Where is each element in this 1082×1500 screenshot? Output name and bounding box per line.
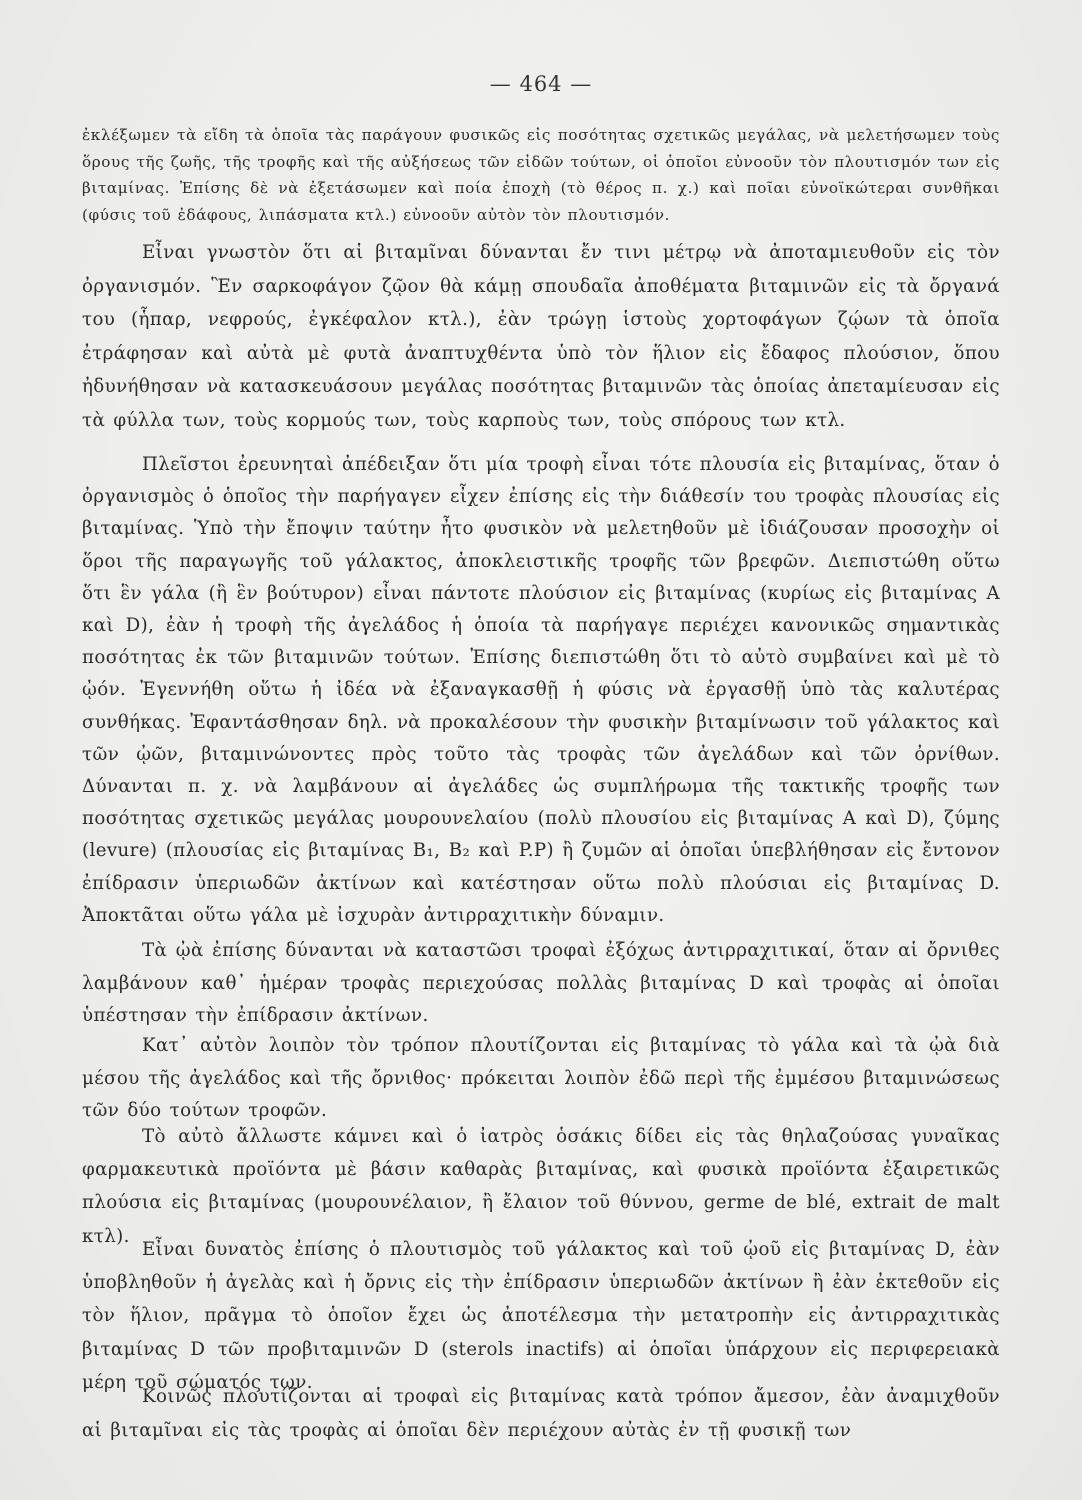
paragraph-3: Πλεῖστοι ἐρευνηταὶ ἀπέδειξαν ὅτι μία τροφὴ εἶναι τότε πλουσία εἰς βιταμίνας, ὅταν ὁ ὀργανισμὸς ὁ ὁποῖος τὴν παρήγαγεν εἶχεν ἐπίσης εἰς τὴν διάθεσίν του τροφὰς πλουσίας εἰς βιταμίνας. Ὑπὸ τὴν ἔποψιν ταύτην ἦτο φυσικὸν νὰ μελετηθοῦν μὲ ἰδιάζουσαν προσοχὴν οἱ ὅροι τῆς παραγωγῆς τοῦ γάλακτος, ἀποκλειστικῆς τροφῆς τῶν βρεφῶν. Διεπιστώθη οὕτω ὅτι ἓν γάλα (ἢ ἓν βούτυρον) εἶναι πάντοτε πλούσιον εἰς βιταμίνας (κυρίως εἰς βιταμίνας A καὶ D), ἐὰν ἡ τροφὴ τῆς ἀγελάδος ἡ ὁποία τὰ παρήγαγε περιέχει κανονικῶς σημαντικὰς ποσότητας ἐκ τῶν βιταμινῶν τούτων. Ἐπίσης διεπιστώθη ὅτι τὸ αὐτὸ συμβαίνει καὶ μὲ τὸ ᾠόν. Ἐγεννήθη οὕτω ἡ ἰδέα νὰ ἐξαναγκασθῇ ἡ φύσις νὰ ἐργασθῇ ὑπὸ τὰς καλυτέρας συνθήκας. Ἐφαντάσθησαν δηλ. νὰ προκαλέσουν τὴν φυσικὴν βιταμίνωσιν τοῦ γάλακτος καὶ τῶν ᾠῶν, βιταμινώνοντες πρὸς τοῦτο τὰς τροφὰς τῶν ἀγελάδων καὶ τῶν ὀρνίθων. Δύνανται π. χ. νὰ λαμβάνουν αἱ ἀγελάδες ὡς συμπλήρωμα τῆς τακτικῆς τροφῆς των ποσότητας σχετικῶς μεγάλας μουρουνελαίου (πολὺ πλουσίου εἰς βιταμίνας A καὶ D), ζύμης (levure) (πλουσίας εἰς βιταμίνας B₁, B₂ καὶ P.P) ἢ ζυμῶν αἱ ὁποῖαι ὑπεβλήθησαν εἰς ἔντονον ἐπίδρασιν ὑπεριωδῶν ἀκτίνων καὶ κατέστησαν οὕτω πολὺ πλούσιαι εἰς βιταμίνας D. Ἀποκτᾶται οὕτω γάλα μὲ ἰσχυρὰν ἀντιρραχιτικὴν δύναμιν.: [82, 454, 1000, 926]
paragraph-2: Εἶναι γνωστὸν ὅτι αἱ βιταμῖναι δύνανται ἔν τινι μέτρῳ νὰ ἀποταμιευθοῦν εἰς τὸν ὀργανισμόν. Ἓν σαρκοφάγον ζῷον θὰ κάμῃ σπουδαῖα ἀποθέματα βιταμινῶν εἰς τὰ ὄργανά του (ἧπαρ, νεφρούς, ἐγκέφαλον κτλ.), ἐὰν τρώγῃ ἱστοὺς χορτοφάγων ζῴων τὰ ὁποῖα ἐτράφησαν καὶ αὐτὰ μὲ φυτὰ ἀναπτυχθέντα ὑπὸ τὸν ἥλιον εἰς ἔδαφος πλούσιον, ὅπου ἠδυνήθησαν νὰ κατασκευάσουν μεγάλας ποσότητας βιταμινῶν τὰς ὁποίας ἀπεταμίευσαν εἰς τὰ φύλλα των, τοὺς κορμούς των, τοὺς καρποὺς των, τοὺς σπόρους των κτλ.: [82, 242, 1000, 431]
paragraph-5: Κατ᾽ αὐτὸν λοιπὸν τὸν τρόπον πλουτίζονται εἰς βιταμίνας τὸ γάλα καὶ τὰ ᾠὰ διὰ μέσου τῆς ἀγελάδος καὶ τῆς ὄρνιθος· πρόκειται λοιπὸν ἐδῶ περὶ τῆς ἐμμέσου βιταμινώσεως τῶν δύο τούτων τροφῶν.: [82, 1035, 1000, 1121]
paragraph-6: Τὸ αὐτὸ ἄλλωστε κάμνει καὶ ὁ ἰατρὸς ὁσάκις δίδει εἰς τὰς θηλαζούσας γυναῖκας φαρμακευτικὰ προϊόντα μὲ βάσιν καθαρὰς βιταμίνας, καὶ φυσικὰ προϊόντα ἐξαιρετικῶς πλούσια εἰς βιταμίνας (μουρουνέλαιον, ἢ ἔλαιον τοῦ θύννου, germe de blé, extrait de malt κτλ).: [82, 1126, 1000, 1247]
page-number: — 464 —: [489, 72, 593, 96]
paragraph-8: Κοινῶς πλουτίζονται αἱ τροφαὶ εἰς βιταμίνας κατὰ τρόπον ἄμεσον, ἐὰν ἀναμιχθοῦν αἱ βιταμῖναι εἰς τὰς τροφὰς αἱ ὁποῖαι δὲν περιέχουν αὐτὰς ἐν τῇ φυσικῇ των: [82, 1386, 1000, 1441]
paragraph-1: ἐκλέξωμεν τὰ εἴδη τὰ ὁποῖα τὰς παράγουν φυσικῶς εἰς ποσότητας σχετικῶς μεγάλας, νὰ μελετήσωμεν τοὺς ὅρους τῆς ζωῆς, τῆς τροφῆς καὶ τῆς αὐξήσεως τῶν εἰδῶν τούτων, οἱ ὁποῖοι εὐνοοῦν τὸν πλουτισμόν των εἰς βιταμίνας. Ἐπίσης δὲ νὰ ἐξετάσωμεν καὶ ποία ἐποχὴ (τὸ θέρος π. χ.) καὶ ποῖαι εὐνοϊκώτεραι συνθῆκαι (φύσις τοῦ ἐδάφους, λιπάσματα κτλ.) εὐνοοῦν αὐτὸν τὸν πλουτισμόν.: [82, 126, 1000, 224]
paragraph-4: Τὰ ᾠὰ ἐπίσης δύνανται νὰ καταστῶσι τροφαὶ ἐξόχως ἀντιρραχιτικαί, ὅταν αἱ ὄρνιθες λαμβάνουν καθ᾽ ἡμέραν τροφὰς περιεχούσας πολλὰς βιταμίνας D καὶ τροφὰς αἱ ὁποῖαι ὑπέστησαν τὴν ἐπίδρασιν ἀκτίνων.: [82, 940, 1000, 1026]
paragraph-7: Εἶναι δυνατὸς ἐπίσης ὁ πλουτισμὸς τοῦ γάλακτος καὶ τοῦ ᾠοῦ εἰς βιταμίνας D, ἐὰν ὑποβληθοῦν ἡ ἀγελὰς καὶ ἡ ὄρνις εἰς τὴν ἐπίδρασιν ὑπεριωδῶν ἀκτίνων ἢ ἐὰν ἐκτεθοῦν εἰς τὸν ἥλιον, πρᾶγμα τὸ ὁποῖον ἔχει ὡς ἀποτέλεσμα τὴν μετατροπὴν εἰς ἀντιρραχιτικὰς βιταμίνας D τῶν προβιταμινῶν D (sterols inactifs) αἱ ὁποῖαι ὑπάρχουν εἰς περιφερειακὰ μέρη τοῦ σώματός των.: [82, 1239, 1000, 1393]
